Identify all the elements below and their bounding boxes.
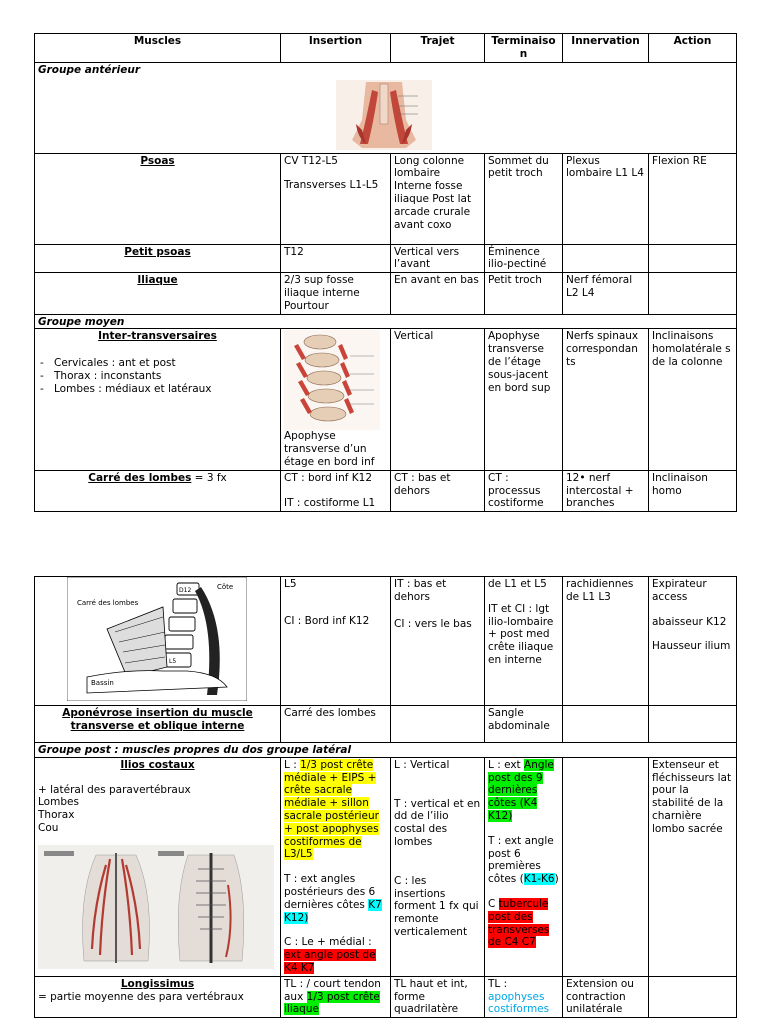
row-longissimus <box>35 976 737 1017</box>
muscle-name: Iliaque <box>137 274 178 287</box>
header-innervation: Innervation <box>563 34 649 63</box>
innervation-cell: Plexus lombaire L1 L4 <box>563 153 649 244</box>
desc-line: Lombes <box>38 796 79 809</box>
row-psoas <box>35 153 737 244</box>
row-iliaque <box>35 273 737 314</box>
insertion-text: C : Le + médial : <box>284 936 372 949</box>
header-action: Action <box>649 34 737 63</box>
muscle-name: Psoas <box>140 154 175 167</box>
terminaison-prefix: L : ext <box>488 758 525 771</box>
innervation-cell: Nerf fémoral L2 L4 <box>563 273 649 314</box>
figure-label: D12 <box>179 587 192 594</box>
action-cell: Inclinaison homo <box>649 470 737 511</box>
row-petit-psoas <box>35 244 737 273</box>
insertion-text: CI : Bord inf K12 <box>284 614 370 627</box>
header-trajet: Trajet <box>391 34 485 63</box>
muscle-name: Longissimus <box>120 977 195 990</box>
carre-lombes-figure <box>67 577 247 701</box>
group-title: Groupe antérieur <box>38 63 141 76</box>
vertebrae-figure <box>284 330 380 430</box>
terminaison-prefix: C <box>488 897 499 910</box>
innervation-cell: 12• nerf intercostal + branches <box>563 470 649 511</box>
terminaison-cell: Sommet du petit troch <box>485 153 563 244</box>
row-inter-transversaires <box>35 329 737 470</box>
action-text: abaisseur K12 <box>652 615 727 628</box>
innervation-cell: Nerfs spinaux correspondan ts <box>563 329 649 470</box>
highlighted-terminaison: Angle post des 9 dernières côtes (K4 K12) <box>488 758 554 822</box>
group-post-row <box>35 743 737 758</box>
desc-line: Cou <box>38 821 59 834</box>
group-title: Groupe moyen <box>38 315 125 328</box>
figure-label: Carré des lombes <box>77 599 139 607</box>
list-item: - Thorax : inconstants <box>54 370 277 383</box>
region-list <box>38 357 277 395</box>
row-aponevrose <box>35 706 737 743</box>
highlighted-insertion: 1/3 post crête iliaque <box>284 990 380 1016</box>
header-muscles: Muscles <box>35 34 281 63</box>
group-title: Groupe post : muscles propres du dos groupe latéral <box>38 744 352 756</box>
action-text: Hausseur ilium <box>652 640 731 653</box>
highlighted-terminaison: tubercule post des transverses de C4 C7 <box>488 897 550 949</box>
action-cell: Inclinaisons homolatérale s de la colonne <box>649 329 737 470</box>
muscle-name: Petit psoas <box>124 245 191 258</box>
highlighted-terminaison: K1-K6 <box>523 873 555 886</box>
group-moyen-row <box>35 314 737 329</box>
trajet-text: IT : bas et dehors <box>394 578 447 603</box>
insertion-text: CT : bord inf K12 <box>284 471 373 484</box>
trajet-cell: CT : bas et dehors <box>391 470 485 511</box>
figure-label: Bassin <box>91 679 114 687</box>
trajet-cell: Vertical <box>391 329 485 470</box>
trajet-cell: En avant en bas <box>391 273 485 314</box>
terminaison-suffix: ) <box>554 873 559 886</box>
muscle-note: = 3 fx <box>191 471 227 484</box>
trajet-text: CI : vers le bas <box>394 617 472 630</box>
insertion-prefix: L : <box>284 758 301 771</box>
action-cell: Flexion RE <box>649 153 737 244</box>
insertion-text: T : ext angles postérieurs des 6 dernières côtes <box>284 873 376 911</box>
desc-line: = partie moyenne des para vertébraux <box>38 990 244 1003</box>
trajet-text: L : Vertical <box>394 758 450 771</box>
terminaison-cell: Apophyse transverse de l’étage sous-jacent en bord sup <box>485 329 563 470</box>
muscle-table-2 <box>34 576 737 1018</box>
muscle-name: Carré des lombes <box>88 471 192 484</box>
insertion-text: TL : / court tendon aux <box>284 977 381 1003</box>
innervation-cell: rachidiennes de L1 L3 <box>563 577 649 706</box>
muscle-name: Inter-transversaires <box>98 330 217 343</box>
row-carre-continued <box>35 577 737 706</box>
terminaison-cell: Éminence ilio-pectiné <box>485 244 563 273</box>
terminaison-cell: CT : processus costiforme <box>485 470 563 511</box>
header-insertion: Insertion <box>281 34 391 63</box>
terminaison-prefix: TL : <box>488 977 508 990</box>
trajet-cell: Vertical vers l’avant <box>391 244 485 273</box>
terminaison-cell: Petit troch <box>485 273 563 314</box>
blue-terminaison: apophyses costiformes <box>488 990 550 1016</box>
group-anterieur-row <box>35 62 737 153</box>
insertion-cell: 2/3 sup fosse iliaque interne Pourtour <box>281 273 391 314</box>
terminaison-text: IT et CI : lgt ilio-lombaire + post med crête iliaque en interne <box>488 602 554 666</box>
figure-label: L5 <box>169 658 177 665</box>
insertion-cell: Carré des lombes <box>281 706 391 743</box>
psoas-anatomy-figure <box>336 80 432 150</box>
list-item: - Cervicales : ant et post <box>54 357 277 370</box>
insertion-text: IT : costiforme L1 <box>284 496 376 509</box>
highlighted-insertion: ext angle post de K4 K7 <box>284 949 376 974</box>
figure-label: Côte <box>217 583 234 591</box>
insertion-text: CV T12-L5 <box>284 154 338 167</box>
action-text: Expirateur access <box>652 578 707 603</box>
insertion-cell: T12 <box>281 244 391 273</box>
list-item: - Lombes : médiaux et latéraux <box>54 383 277 396</box>
desc-line: Thorax <box>38 809 75 822</box>
terminaison-prefix: T : ext angle post 6 premières côtes ( <box>488 834 554 886</box>
terminaison-cell: Sangle abdominale <box>485 706 563 743</box>
action-cell: Extenseur et fléchisseurs lat pour la stabilité de la charnière lombo sacrée <box>649 757 737 976</box>
insertion-text: Apophyse transverse d’un étage en bord inf <box>284 430 375 468</box>
trajet-cell: TL haut et int, forme quadrilatère <box>391 976 485 1017</box>
muscle-name: Aponévrose insertion du muscle transverse et oblique interne <box>62 707 253 732</box>
muscle-name: Ilios costaux <box>120 758 195 771</box>
row-ilios-costaux <box>35 757 737 976</box>
insertion-text: Transverses L1-L5 <box>284 179 379 192</box>
header-row <box>35 34 737 63</box>
desc-line: + latéral des paravertébraux <box>38 783 191 796</box>
highlighted-insertion: 1/3 post crête médiale + EIPS + crête sacrale médiale + sillon sacrale postérieur + post apophyses costiformes de L3/L5 <box>284 758 379 861</box>
trajet-cell: Long colonne lombaire Interne fosse iliaque Post lat arcade crurale avant coxo <box>391 153 485 244</box>
back-muscles-figure <box>38 845 274 969</box>
trajet-text: C : les insertions forment 1 fx qui remonte verticalement <box>394 874 479 938</box>
innervation-cell: Extension ou contraction unilatérale <box>563 976 649 1017</box>
highlighted-insertion: K7 K12) <box>284 898 382 924</box>
trajet-text: T : vertical et en dd de l’ilio costal des lombes <box>394 797 481 848</box>
muscle-table-1 <box>34 33 737 512</box>
insertion-text: L5 <box>284 578 297 590</box>
row-carre-lombes <box>35 470 737 511</box>
terminaison-text: de L1 et L5 <box>488 578 547 590</box>
header-terminaison: Terminaiso n <box>485 34 563 63</box>
